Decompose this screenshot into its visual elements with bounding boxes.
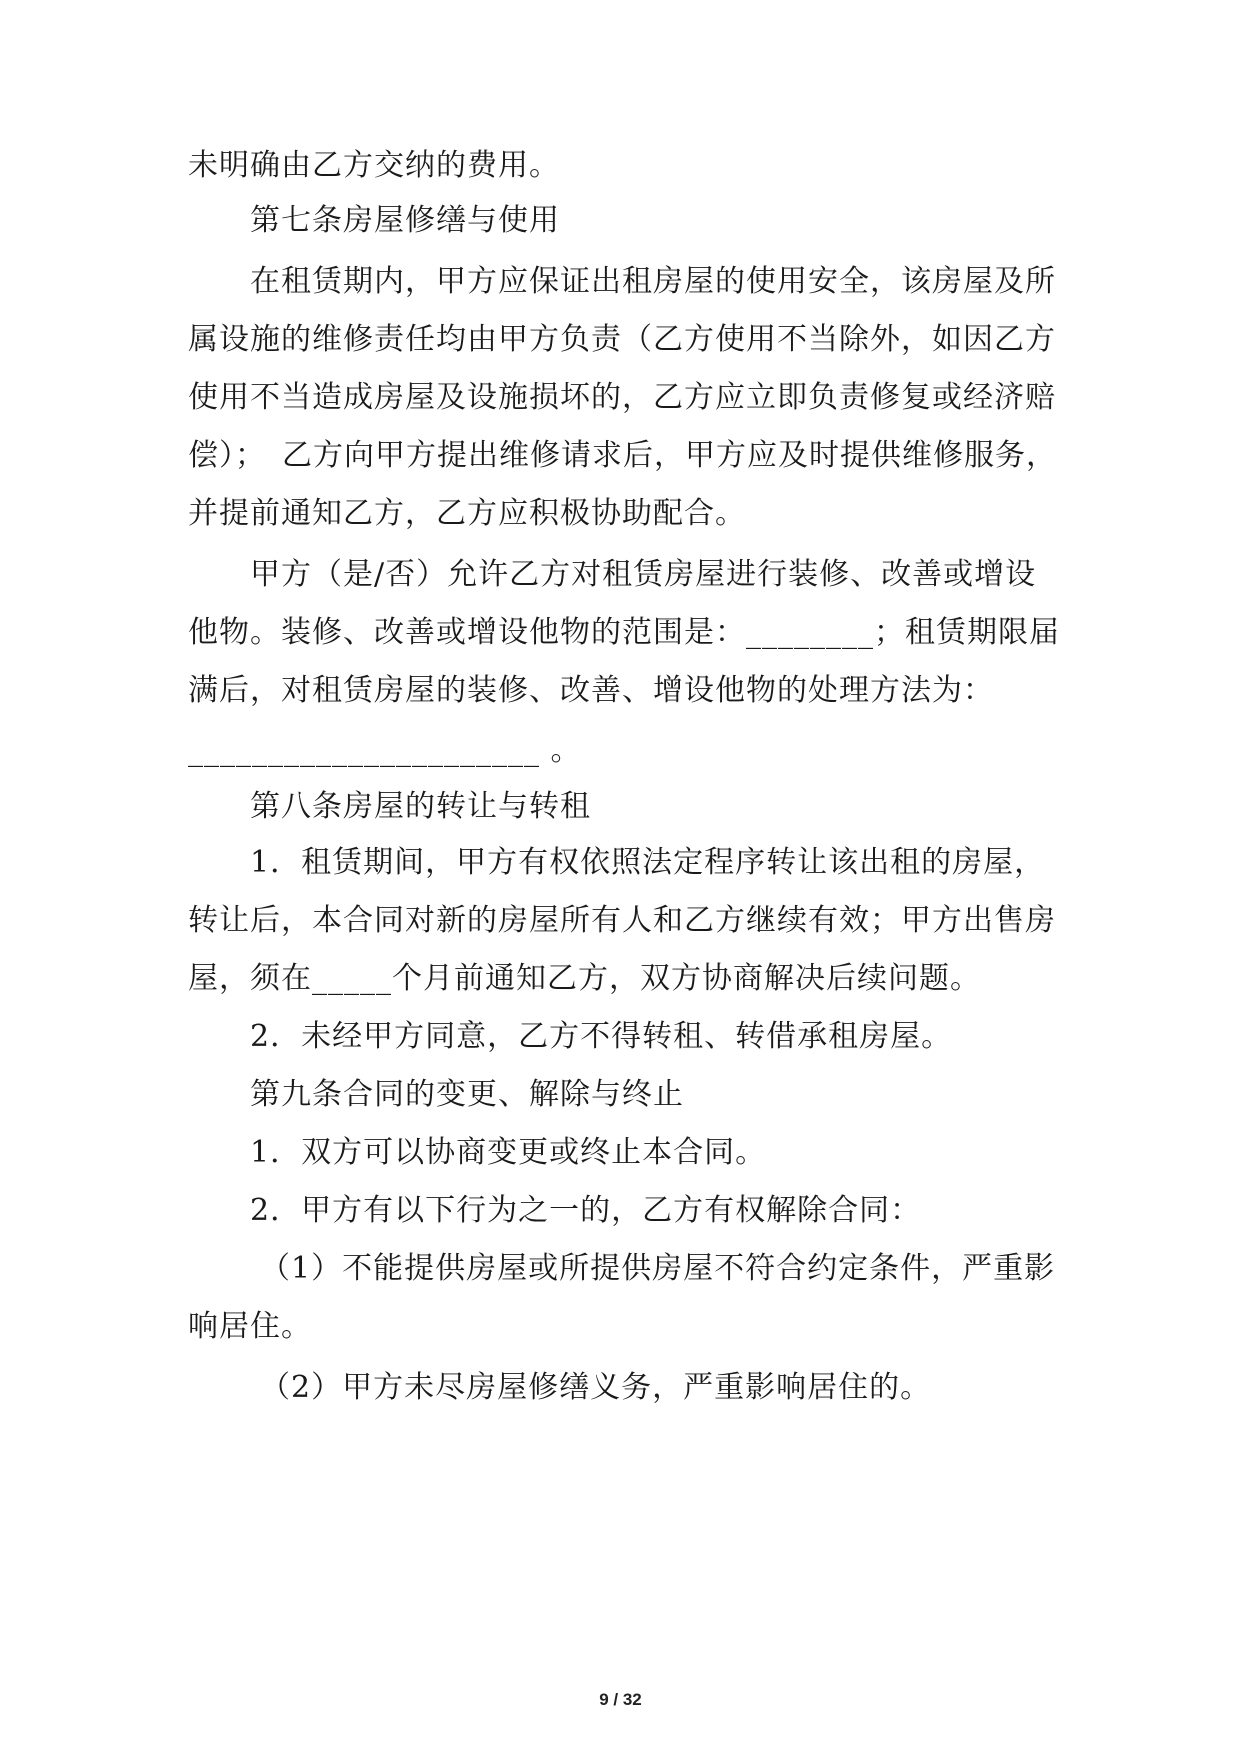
blank-fill-line: ______________________ 。 xyxy=(188,733,582,768)
body-text-line: 1．租赁期间，甲方有权依照法定程序转让该出租的房屋， xyxy=(250,845,1046,880)
body-text-line: 2．未经甲方同意，乙方不得转租、转借承租房屋。 xyxy=(250,1019,953,1054)
body-text-line: 在租赁期内，甲方应保证出租房屋的使用安全，该房屋及所 xyxy=(250,264,1056,299)
body-text-line: 偿）； 乙方向甲方提出维修请求后，甲方应及时提供维修服务， xyxy=(188,438,1057,473)
body-text-line: 响居住。 xyxy=(188,1309,312,1344)
body-text-line: 使用不当造成房屋及设施损坏的，乙方应立即负责修复或经济赔 xyxy=(188,380,1056,415)
body-text-line: （1）不能提供房屋或所提供房屋不符合约定条件，严重影 xyxy=(260,1251,1056,1286)
body-text-line: 满后，对租赁房屋的装修、改善、增设他物的处理方法为： xyxy=(188,673,994,708)
body-text-line: 未明确由乙方交纳的费用。 xyxy=(188,148,560,183)
body-text-line: 屋，须在_____个月前通知乙方，双方协商解决后续问题。 xyxy=(188,961,981,996)
body-text-line: 属设施的维修责任均由甲方负责（乙方使用不当除外，如因乙方 xyxy=(188,322,1056,357)
body-text-line: 他物。装修、改善或增设他物的范围是：________；租赁期限届 xyxy=(188,615,1060,650)
body-text-line: 2．甲方有以下行为之一的，乙方有权解除合同： xyxy=(250,1193,922,1228)
section-heading-article-7: 第七条房屋修缮与使用 xyxy=(250,203,560,238)
body-text-line: 甲方（是/否）允许乙方对租赁房屋进行装修、改善或增设 xyxy=(250,557,1037,592)
section-heading-article-8: 第八条房屋的转让与转租 xyxy=(250,789,591,824)
page-number: 9 / 32 xyxy=(599,1690,642,1709)
body-text-line: 转让后，本合同对新的房屋所有人和乙方继续有效；甲方出售房 xyxy=(188,903,1056,938)
section-heading-article-9: 第九条合同的变更、解除与终止 xyxy=(250,1077,684,1112)
body-text-line: （2）甲方未尽房屋修缮义务，严重影响居住的。 xyxy=(260,1370,932,1405)
body-text-line: 1．双方可以协商变更或终止本合同。 xyxy=(250,1135,767,1170)
body-text-line: 并提前通知乙方，乙方应积极协助配合。 xyxy=(188,496,746,531)
